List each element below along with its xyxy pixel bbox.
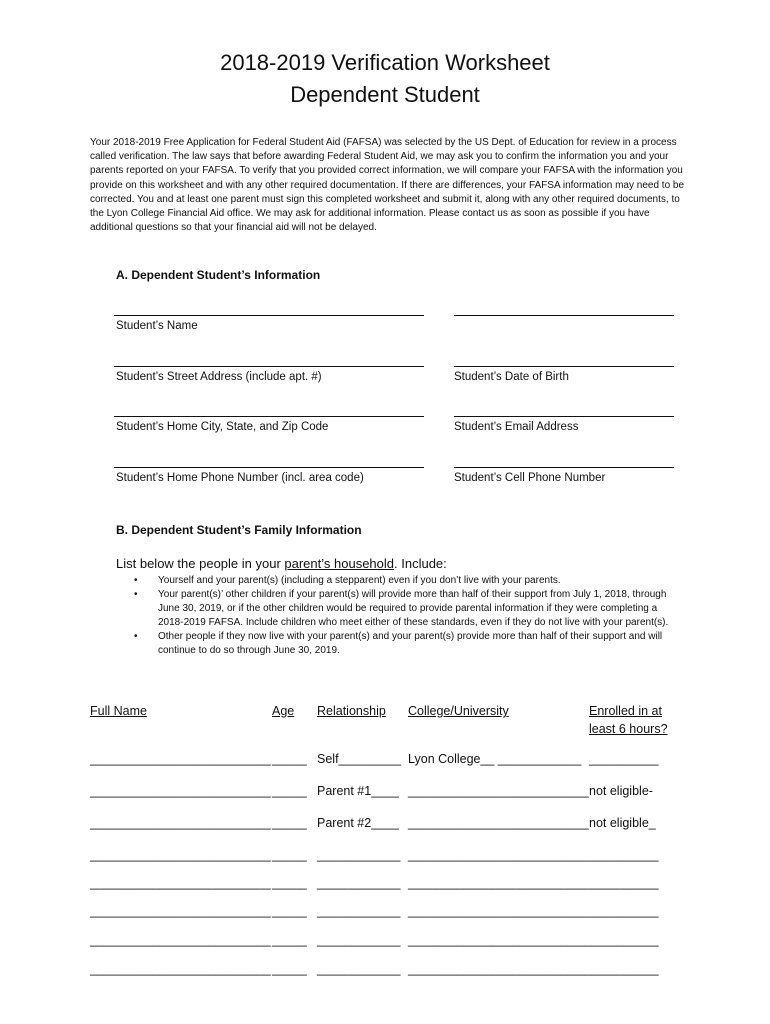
row-full-name-cell[interactable]: __________________________	[90, 752, 271, 766]
row-enrolled-cell[interactable]: __________	[589, 752, 659, 766]
blank-field-top-right[interactable]	[454, 315, 674, 316]
date-of-birth-label: Student’s Date of Birth	[454, 371, 569, 383]
row-full-name-cell[interactable]: __________________________	[90, 904, 271, 918]
street-address-field[interactable]	[114, 366, 424, 367]
city-state-zip-field[interactable]	[114, 416, 424, 417]
row-age-cell[interactable]: _____	[272, 784, 307, 798]
row-enrolled-cell[interactable]: __________	[589, 962, 659, 976]
row-relationship-cell[interactable]: Self_________	[317, 752, 402, 766]
household-list-intro	[116, 556, 447, 571]
list-item	[132, 574, 682, 588]
row-enrolled-cell[interactable]: __________	[589, 848, 659, 862]
household-criteria-list	[132, 574, 682, 658]
student-name-field[interactable]	[114, 315, 424, 316]
city-state-zip-label: Student’s Home City, State, and Zip Code	[116, 421, 329, 433]
page-subtitle: Dependent Student	[290, 82, 480, 107]
bullet-icon: •	[134, 631, 138, 642]
col-header-age: Age	[272, 704, 295, 718]
row-relationship-cell[interactable]: Parent #2____	[317, 816, 400, 830]
row-relationship-cell[interactable]: ____________	[317, 904, 401, 918]
row-full-name-cell[interactable]: __________________________	[90, 816, 271, 830]
cell-phone-field[interactable]	[454, 467, 674, 468]
row-relationship-cell[interactable]: ____________	[317, 876, 401, 890]
list-item	[132, 588, 682, 630]
bullet-text: Your parent(s)’ other children if your parent(s) will provide more than half of their support from July 1, 2018, through June 30, 2019, or if the other children would be required to provide parental information if they were completing a 2018-2019 FAFSA. Include children who meet either of these standards, even if they do not live with your parent(s).	[158, 589, 669, 628]
row-college-cell[interactable]: __________________________	[408, 904, 589, 918]
row-relationship-cell[interactable]: ____________	[317, 848, 401, 862]
row-enrolled-cell[interactable]: __________	[589, 876, 659, 890]
intro-paragraph: Your 2018-2019 Free Application for Federal Student Aid (FAFSA) was selected by the US Dept. of Education for review in a process called verification. The law says that before awarding Federal Student Aid, we may ask you to confirm the information you and your parents reported on your FAFSA. To verify that you provided correct information, we will compare your FAFSA with the information you provide on this worksheet and with any other required documentation. If there are differences, your FAFSA information may need to be corrected. You and at least one parent must sign this completed worksheet and submit it, along with any other required documents, to the Lyon College Financial Aid office. We may ask for additional information. Please contact us as soon as possible if you have additional questions so that your financial aid will not be delayed.	[90, 137, 685, 234]
col-header-enrolled-line2: least 6 hours?	[589, 722, 668, 736]
row-college-cell[interactable]: __________________________	[408, 933, 589, 947]
row-full-name-cell[interactable]: __________________________	[90, 962, 271, 976]
row-enrolled-cell[interactable]: not eligible-	[589, 784, 653, 798]
row-college-cell[interactable]: __________________________	[408, 816, 589, 830]
row-college-cell[interactable]: __________________________	[408, 962, 589, 976]
row-enrolled-cell[interactable]: __________	[589, 904, 659, 918]
row-age-cell[interactable]: _____	[272, 904, 307, 918]
row-enrolled-cell[interactable]: __________	[589, 933, 659, 947]
list-intro-prefix: List below the people in your	[116, 556, 285, 571]
row-age-cell[interactable]: _____	[272, 752, 307, 766]
page-title: 2018-2019 Verification Worksheet	[220, 50, 550, 75]
student-name-label: Student’s Name	[116, 320, 198, 332]
home-phone-field[interactable]	[114, 467, 424, 468]
row-relationship-cell[interactable]: Parent #1____	[317, 784, 400, 798]
bullet-text: Other people if they now live with your parent(s) and your parent(s) provide more than half of their support and will continue to do so through June 30, 2019.	[158, 631, 663, 656]
cell-phone-label: Student’s Cell Phone Number	[454, 472, 606, 484]
row-age-cell[interactable]: _____	[272, 962, 307, 976]
row-age-cell[interactable]: _____	[272, 876, 307, 890]
bullet-icon: •	[134, 575, 138, 586]
list-item	[132, 630, 682, 658]
email-label: Student’s Email Address	[454, 421, 579, 433]
list-intro-suffix: . Include:	[394, 556, 447, 571]
row-college-cell[interactable]: __________________________	[408, 876, 589, 890]
row-relationship-cell[interactable]: ____________	[317, 933, 401, 947]
row-age-cell[interactable]: _____	[272, 816, 307, 830]
row-college-cell[interactable]: Lyon College__ ____________	[408, 752, 582, 766]
row-full-name-cell[interactable]: __________________________	[90, 784, 271, 798]
row-full-name-cell[interactable]: __________________________	[90, 848, 271, 862]
bullet-text: Yourself and your parent(s) (including a stepparent) even if you don’t live with your parents.	[158, 575, 561, 586]
col-header-enrolled	[589, 702, 668, 738]
date-of-birth-field[interactable]	[454, 366, 674, 367]
row-college-cell[interactable]: __________________________	[408, 784, 589, 798]
row-relationship-cell[interactable]: ____________	[317, 962, 401, 976]
row-full-name-cell[interactable]: __________________________	[90, 933, 271, 947]
section-b-heading: B. Dependent Student’s Family Information	[116, 523, 362, 537]
section-a-heading: A. Dependent Student’s Information	[116, 268, 321, 282]
row-enrolled-cell[interactable]: not eligible_	[589, 816, 656, 830]
home-phone-label: Student’s Home Phone Number (incl. area code)	[116, 472, 364, 484]
col-header-full-name: Full Name	[90, 704, 147, 718]
street-address-label: Student’s Street Address (include apt. #)	[116, 371, 322, 383]
col-header-relationship: Relationship	[317, 704, 386, 718]
bullet-icon: •	[134, 589, 138, 600]
row-age-cell[interactable]: _____	[272, 933, 307, 947]
row-full-name-cell[interactable]: __________________________	[90, 876, 271, 890]
parents-household-text: parent’s household	[284, 556, 395, 571]
col-header-college: College/University	[408, 704, 509, 718]
row-age-cell[interactable]: _____	[272, 848, 307, 862]
email-field[interactable]	[454, 416, 674, 417]
col-header-enrolled-line1: Enrolled in at	[589, 704, 662, 718]
row-college-cell[interactable]: __________________________	[408, 848, 589, 862]
